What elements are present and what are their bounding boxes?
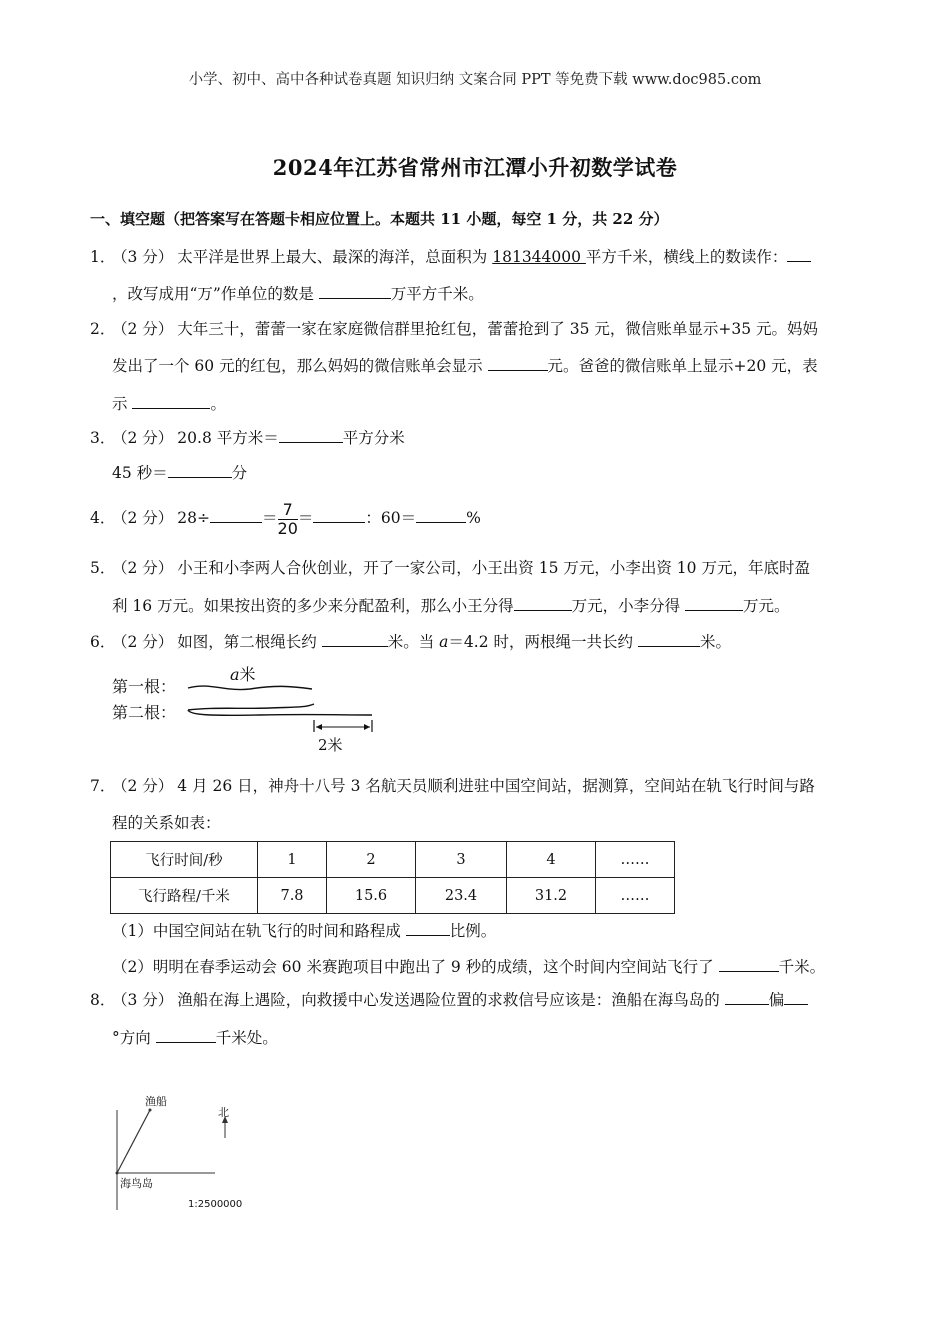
question-text: 米。当: [387, 633, 440, 651]
rope-diagram: [180, 672, 380, 732]
question-text: 示: [112, 395, 133, 413]
question-text: 4 月 26 日，神舟十八号 3 名航天员顺利进驻中国空间站，据测算，空间站在轨飞行时间与路: [177, 777, 815, 795]
answer-blank[interactable]: [784, 989, 808, 1005]
variable-a: a: [439, 633, 449, 651]
question-text: 千米处。: [215, 1029, 278, 1047]
table-cell: 1: [258, 842, 327, 878]
question-8-line-2: [112, 1027, 278, 1048]
question-text: 万元，小李分得: [571, 597, 686, 615]
question-score: （2 分）: [112, 559, 174, 577]
table-cell: 15.6: [327, 878, 416, 914]
question-text: ：60＝: [365, 509, 417, 527]
answer-blank[interactable]: [132, 393, 210, 409]
table-cell: 23.4: [416, 878, 507, 914]
variable-a: a: [230, 665, 240, 684]
question-5-line-2: [112, 595, 790, 616]
answer-blank[interactable]: [313, 507, 365, 523]
question-text: （1）中国空间站在轨飞行的时间和路程成: [112, 922, 406, 940]
table-cell: 31.2: [507, 878, 596, 914]
question-text: 米。: [699, 633, 731, 651]
answer-blank[interactable]: [787, 246, 811, 262]
question-text: 平方分米: [342, 429, 405, 447]
table-cell: 飞行时间/秒: [111, 842, 258, 878]
question-number: 1．: [90, 248, 116, 266]
question-text: 45 秒＝: [112, 464, 168, 482]
question-text: ，改写成用“万”作单位的数是: [112, 285, 319, 303]
question-text: 太平洋是世界上最大、最深的海洋，总面积为: [177, 248, 493, 266]
arrow-head-right: [364, 724, 370, 730]
island-point: [116, 1172, 119, 1175]
underlined-number: 181344000: [492, 248, 586, 266]
answer-blank[interactable]: [416, 507, 466, 523]
question-2-line-1: [90, 319, 818, 339]
question-2-line-2: [112, 355, 818, 376]
extra-length-label: 2米: [318, 736, 343, 754]
table-cell: 4: [507, 842, 596, 878]
question-text: 分: [231, 464, 248, 482]
question-1-line-1: [90, 246, 811, 267]
fraction: [278, 501, 298, 538]
bearing-line: [117, 1110, 150, 1173]
answer-blank[interactable]: [406, 920, 450, 936]
scale-label: 1:2500000: [188, 1199, 243, 1210]
question-text: 28÷: [177, 509, 211, 527]
answer-blank[interactable]: [210, 507, 262, 523]
question-1-line-2: [112, 283, 484, 304]
question-text: 如图，第二根绳长约: [177, 633, 322, 651]
question-score: （2 分）: [112, 429, 174, 447]
table-cell: 飞行路程/千米: [111, 878, 258, 914]
question-score: （3 分）: [112, 248, 174, 266]
question-number: 4．: [90, 509, 116, 527]
table-cell: ……: [596, 842, 675, 878]
question-text: （2）明明在春季运动会 60 米赛跑项目中跑出了 9 秒的成绩，这个时间内空间站飞行了: [112, 958, 719, 976]
question-2-line-3: [112, 393, 226, 414]
question-text: 元。爸爸的微信账单上显示+20 元，表: [547, 357, 818, 375]
question-text: 。: [210, 395, 226, 413]
question-score: （2 分）: [112, 509, 174, 527]
question-score: （2 分）: [112, 320, 174, 338]
question-text: 渔船在海上遇险，向救援中心发送遇险位置的求救信号应该是：渔船在海鸟岛的: [177, 991, 725, 1009]
question-text: 万元。: [743, 597, 790, 615]
question-number: 7．: [90, 777, 116, 795]
rope-1-label: 第一根：: [112, 677, 177, 696]
question-text: 大年三十，蕾蕾一家在家庭微信群里抢红包，蕾蕾抢到了 35 元，微信账单显示+35 元。妈妈: [177, 320, 819, 338]
answer-blank[interactable]: [279, 427, 343, 443]
question-4-line-1: [90, 498, 481, 538]
answer-blank[interactable]: [514, 595, 572, 611]
table-cell: 3: [416, 842, 507, 878]
question-text: 比例。: [449, 922, 497, 940]
question-text: 平方千米，横线上的数读作：: [585, 248, 788, 266]
question-text: ＝4.2 时，两根绳一共长约: [448, 633, 638, 651]
north-label: 北: [218, 1106, 229, 1119]
question-text: 千米。: [778, 958, 826, 976]
question-number: 5．: [90, 559, 116, 577]
question-score: （2 分）: [112, 633, 174, 651]
question-3-line-1: [90, 427, 405, 448]
question-number: 2．: [90, 320, 116, 338]
flight-table: [110, 841, 675, 914]
question-text: 偏: [768, 991, 785, 1009]
answer-blank[interactable]: [488, 355, 548, 371]
table-row: [111, 842, 675, 878]
question-number: 3．: [90, 429, 116, 447]
equals-sign: ＝: [262, 509, 278, 527]
page-title: 2024年江苏省常州市江潭小升初数学试卷: [272, 155, 678, 180]
question-7-line-1: [90, 776, 815, 796]
table-cell: 7.8: [258, 878, 327, 914]
section-heading: 一、填空题（把答案写在答题卡相应位置上。本题共 11 小题，每空 1 分，共 22 分）: [90, 210, 669, 228]
rope-1: [188, 686, 312, 690]
answer-blank[interactable]: [168, 462, 232, 478]
question-text: %: [466, 509, 481, 527]
question-7-line-2: [112, 813, 221, 833]
question-text: 20.8 平方米＝: [177, 429, 279, 447]
table-row: [111, 878, 675, 914]
question-8-line-1: [90, 989, 808, 1010]
question-score: （2 分）: [112, 777, 174, 795]
fraction-numerator: 7: [278, 501, 298, 520]
location-map: [105, 1100, 235, 1215]
question-number: 6．: [90, 633, 116, 651]
question-number: 8．: [90, 991, 116, 1009]
rope-2-label: 第二根：: [112, 703, 177, 722]
question-text: 利 16 万元。如果按出资的多少来分配盈利，那么小王分得: [112, 597, 514, 615]
question-7-sub-1: [112, 920, 496, 941]
answer-blank[interactable]: [638, 631, 700, 647]
question-3-line-2: [112, 462, 247, 483]
answer-blank[interactable]: [156, 1027, 216, 1043]
arrow-head-left: [316, 724, 322, 730]
question-text: 小王和小李两人合伙创业，开了一家公司，小王出资 15 万元，小李出资 10 万元，年底时盈: [177, 559, 810, 577]
rope-2-bottom: [188, 710, 372, 715]
question-score: （3 分）: [112, 991, 174, 1009]
question-5-line-1: [90, 558, 810, 578]
question-text: °方向: [112, 1029, 156, 1047]
question-text: 发出了一个 60 元的红包，那么妈妈的微信账单会显示: [112, 357, 488, 375]
question-text: 万平方千米。: [390, 285, 484, 303]
rope-2-top: [188, 704, 314, 710]
answer-blank[interactable]: [725, 989, 769, 1005]
table-cell: ……: [596, 878, 675, 914]
answer-blank[interactable]: [685, 595, 743, 611]
question-text: 程的关系如表：: [112, 814, 221, 832]
island-label: 海鸟岛: [120, 1177, 153, 1190]
equals-sign: ＝: [297, 509, 314, 527]
answer-blank[interactable]: [322, 631, 388, 647]
page-header: 小学、初中、高中各种试卷真题 知识归纳 文案合同 PPT 等免费下载 www.doc985.com: [188, 72, 762, 88]
answer-blank[interactable]: [319, 283, 391, 299]
question-6-line-1: [90, 631, 731, 652]
fraction-denominator: 20: [277, 518, 298, 538]
rope-unit: 米: [239, 665, 256, 684]
boat-label: 渔船: [145, 1095, 167, 1108]
answer-blank[interactable]: [719, 956, 779, 972]
table-cell: 2: [327, 842, 416, 878]
question-7-sub-2: [112, 956, 825, 977]
